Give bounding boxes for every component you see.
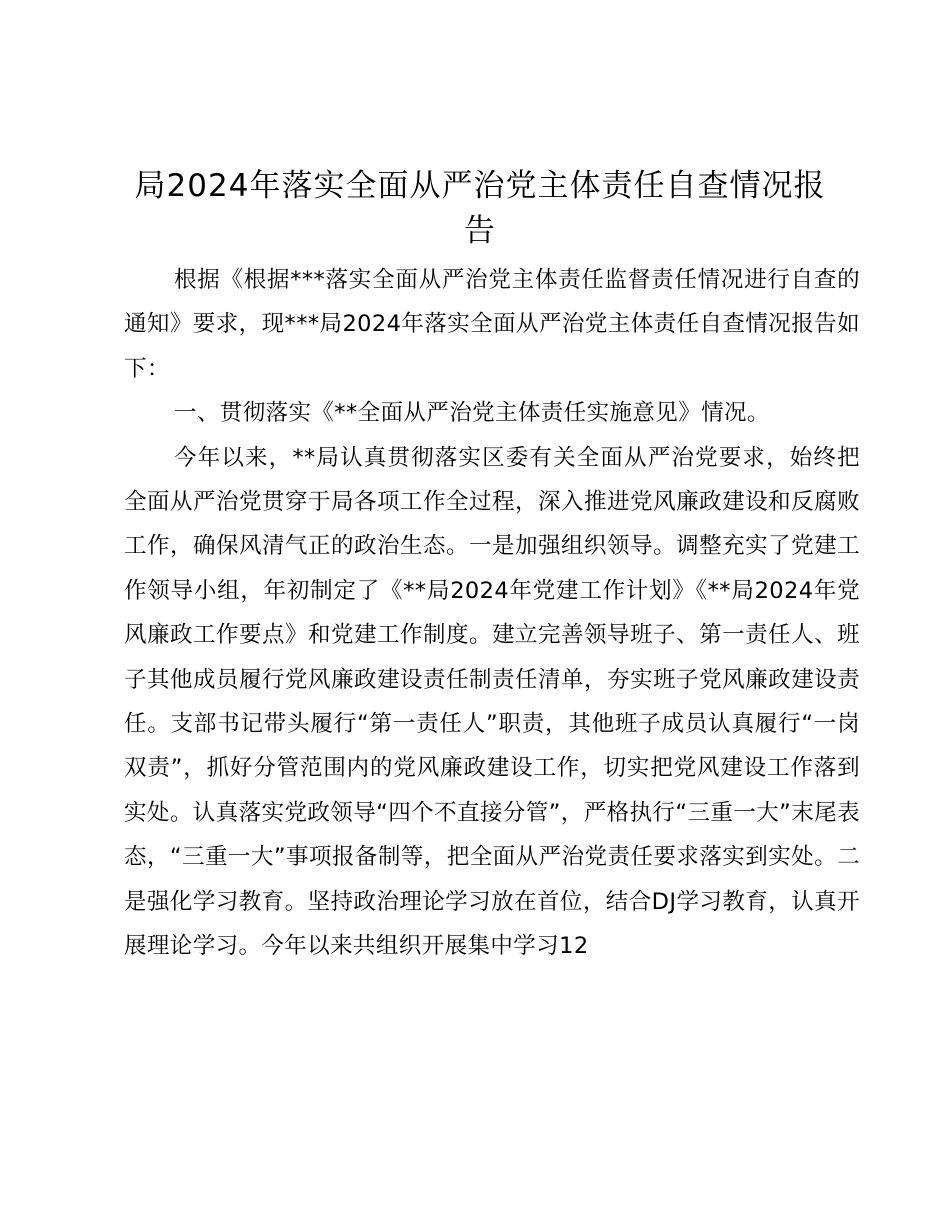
paragraph-section-1: 今年以来，**局认真贯彻落实区委有关全面从严治党要求，始终把全面从严治党贯穿于局各项工作全过程，深入推进党风廉政建设和反腐败工作，确保风清气正的政治生态。一是加强组织领导。调整充实了党建工作领导小组，年初制定了《**局2024年党建工作计划》《**局2024年党风廉政工作要点》和党建工作制度。建立完善领导班子、第一责任人、班子其他成员履行党风廉政建设责任制责任清单，夯实班子党风廉政建设责任。支部书记带头履行“第一责任人”职责，其他班子成员认真履行“一岗双责”，抓好分管范围内的党风廉政建设工作，切实把党风建设工作落到实处。认真落实党政领导“四个不直接分管”，严格执行“三重一大”末尾表态，“三重一大”事项报备制等，把全面从严治党责任要求落实到实处。二是强化学习教育。坚持政治理论学习放在首位，结合DJ学习教育，认真开展理论学习。今年以来共组织开展集中学习12	[124, 444, 860, 960]
paragraph-intro: 根据《根据***落实全面从严治党主体责任监督责任情况进行自查的通知》要求，现***局2024年落实全面从严治党主体责任自查情况报告如下：	[124, 267, 860, 382]
section-heading-1: 一、贯彻落实《**全面从严治党主体责任实施意见》情况。	[174, 400, 770, 427]
document-title: 局2024年落实全面从严治党主体责任自查情况报告	[134, 168, 826, 249]
document-body	[124, 258, 860, 969]
